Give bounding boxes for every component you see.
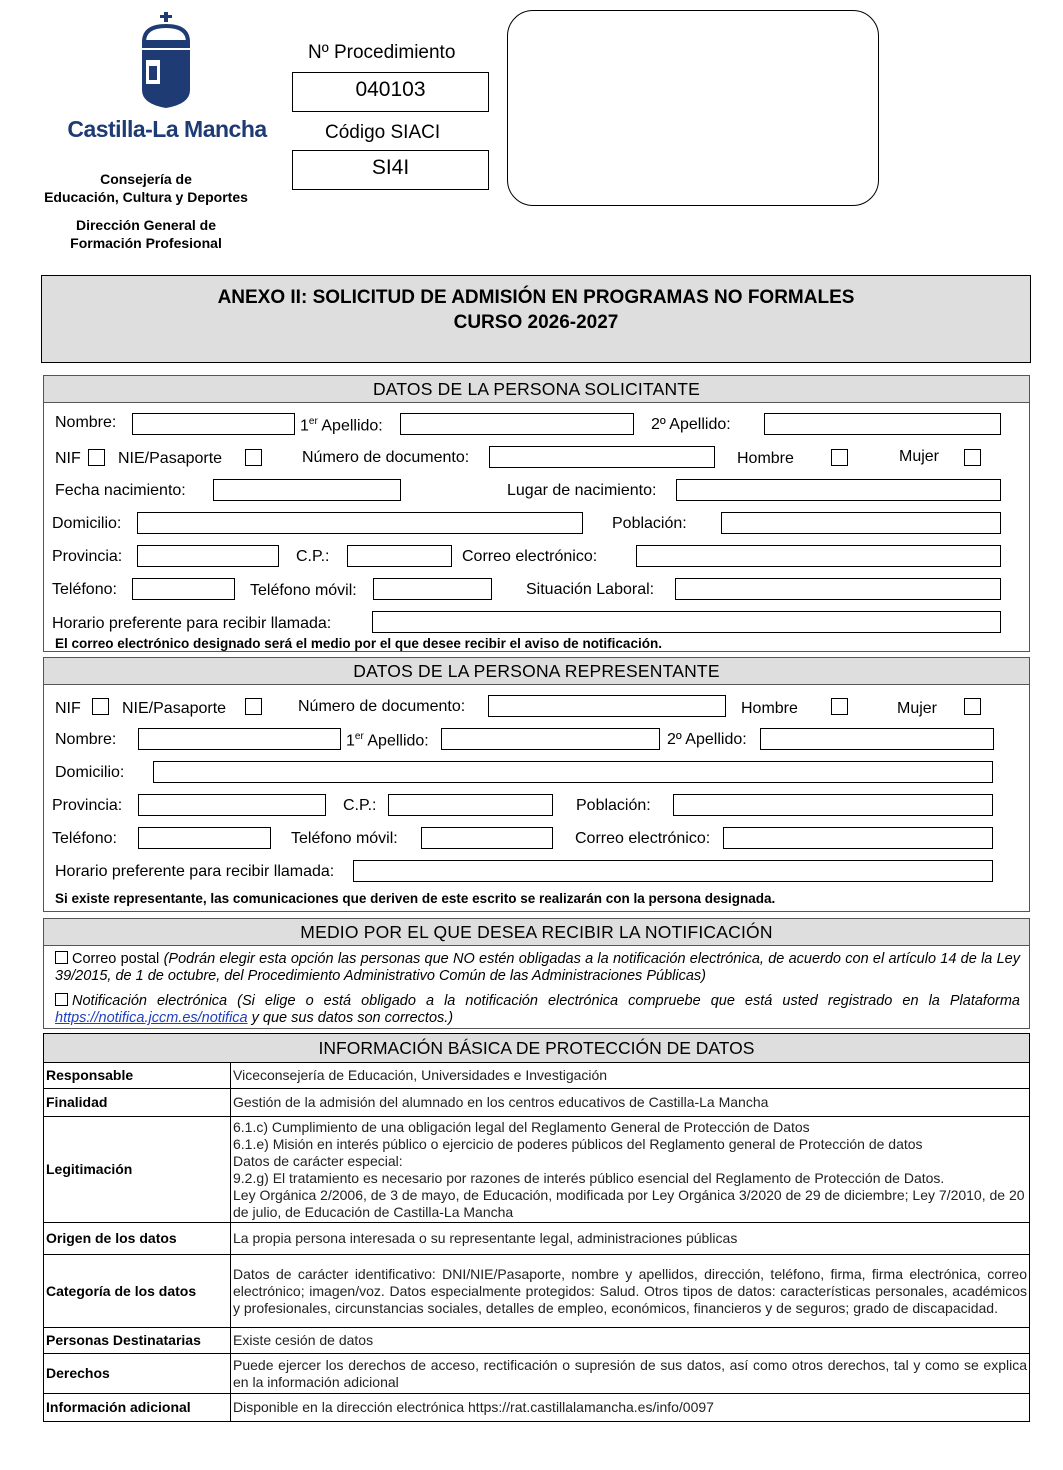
rep-movil-label: Teléfono móvil: xyxy=(291,830,398,847)
directorate xyxy=(30,216,262,252)
sol-lugar-input[interactable] xyxy=(676,479,1001,501)
rep-cp-input[interactable] xyxy=(388,794,553,816)
proteccion-row-key: Categoría de los datos xyxy=(44,1255,231,1328)
sol-telefono-input[interactable] xyxy=(132,578,235,600)
sol-nif-checkbox[interactable] xyxy=(88,449,105,466)
sol-poblacion-input[interactable] xyxy=(721,512,1001,534)
rep-poblacion-label: Población: xyxy=(576,797,651,814)
title-line-2: CURSO 2026-2027 xyxy=(453,312,619,333)
sol-ap1-post: Apellido: xyxy=(317,417,383,435)
sol-note: El correo electrónico designado será el medio por el que desee recibir el aviso de notificación. xyxy=(55,636,662,651)
proteccion-row-value: Viceconsejería de Educación, Universidades e Investigación xyxy=(231,1063,1030,1089)
rep-cp-label: C.P.: xyxy=(343,797,377,814)
proteccion-row xyxy=(44,1255,1030,1328)
sol-apellido2-input[interactable] xyxy=(764,413,1001,435)
sol-nombre-label: Nombre: xyxy=(55,414,117,431)
sol-lugar-label: Lugar de nacimiento: xyxy=(507,482,657,499)
rep-telefono-input[interactable] xyxy=(138,827,271,849)
rep-ap1-sup: er xyxy=(354,731,364,742)
rep-poblacion-input[interactable] xyxy=(673,794,993,816)
rep-apellido1-label xyxy=(346,731,429,750)
proteccion-row-value: Existe cesión de datos xyxy=(231,1328,1030,1354)
rep-nie-checkbox[interactable] xyxy=(245,698,262,715)
sol-movil-label: Teléfono móvil: xyxy=(250,582,357,599)
sol-nombre-input[interactable] xyxy=(132,413,295,435)
sol-apellido1-label xyxy=(300,416,383,435)
proteccion-row-value: 6.1.c) Cumplimiento de una obligación legal del Reglamento General de Protección de Datos 6.1.e) Misión en interés público o ejercicio de poderes públicos del Reglamento general de Protección de datos Datos de carácter especial: 9.2.g) El tratamiento es necesario por razones de interés público esencial del Reglamento de Protección de Datos. Ley Orgánica 2/2006, de 3 de mayo, de Educación, modificada por Ley Orgánica 3/2020 de 29 de diciembre; Ley 7/2010, de 20 de julio, de Educación de Castilla-La Mancha xyxy=(231,1117,1030,1223)
proc-value-box xyxy=(292,72,489,112)
sol-situacion-label: Situación Laboral: xyxy=(526,581,655,598)
rep-horario-label: Horario preferente para recibir llamada: xyxy=(55,863,335,880)
proteccion-row-value: Gestión de la admisión del alumnado en los centros educativos de Castilla-La Mancha xyxy=(231,1089,1030,1117)
rep-apellido2-label: 2º Apellido: xyxy=(667,731,747,748)
sol-ap1-pre: 1 xyxy=(300,417,309,435)
notif-postal-label: Correo postal xyxy=(72,951,160,967)
title-line-1: ANEXO II: SOLICITUD DE ADMISIÓN EN PROGRAMAS NO FORMALES xyxy=(217,287,855,308)
sol-horario-label: Horario preferente para recibir llamada: xyxy=(52,615,332,632)
siaci-value-box xyxy=(292,150,489,190)
proteccion-row xyxy=(44,1354,1030,1394)
proteccion-row-key: Personas Destinatarias xyxy=(44,1328,231,1354)
rep-note: Si existe representante, las comunicaciones que deriven de este escrito se realizarán con la persona designada. xyxy=(55,891,776,906)
notifica-link[interactable]: https://notifica.jccm.es/notifica xyxy=(55,1010,248,1026)
proc-label: Nº Procedimiento xyxy=(308,42,456,63)
department xyxy=(30,170,262,206)
sol-numdoc-label: Número de documento: xyxy=(302,449,470,466)
rep-correo-label: Correo electrónico: xyxy=(575,830,711,847)
proteccion-row xyxy=(44,1089,1030,1117)
proteccion-row-key: Origen de los datos xyxy=(44,1223,231,1255)
proteccion-row xyxy=(44,1394,1030,1422)
sol-provincia-input[interactable] xyxy=(137,545,279,567)
rep-correo-input[interactable] xyxy=(723,827,993,849)
rep-hombre-checkbox[interactable] xyxy=(831,698,848,715)
proteccion-row-key: Legitimación xyxy=(44,1117,231,1223)
sol-provincia-label: Provincia: xyxy=(52,548,123,565)
rep-movil-input[interactable] xyxy=(421,827,553,849)
notif-postal-note: (Podrán elegir esta opción las personas que NO estén obligadas a la notificación electrónica, de acuerdo con el artículo 14 de la Ley 39/2015, de 1 de octubre, del Procedimiento Administrativo Común de las Administraciones Públicas) xyxy=(55,951,1020,984)
dir-line-1: Dirección General de xyxy=(75,217,217,233)
rep-apellido1-input[interactable] xyxy=(441,728,660,750)
rep-nie-label: NIE/Pasaporte xyxy=(122,700,227,717)
rep-mujer-checkbox[interactable] xyxy=(964,698,981,715)
sol-telefono-label: Teléfono: xyxy=(52,581,117,598)
sol-correo-input[interactable] xyxy=(636,545,1001,567)
sol-nif-label: NIF xyxy=(55,450,81,467)
proteccion-heading: INFORMACIÓN BÁSICA DE PROTECCIÓN DE DATOS xyxy=(43,1033,1030,1062)
proteccion-row-value: Puede ejercer los derechos de acceso, rectificación o supresión de sus datos, así como otros derechos, tal y como se explica en la información adicional xyxy=(231,1354,1030,1394)
dept-line-2: Educación, Cultura y Deportes xyxy=(44,189,248,205)
proteccion-row-key: Responsable xyxy=(44,1063,231,1089)
sol-correo-label: Correo electrónico: xyxy=(462,548,598,565)
rep-horario-input[interactable] xyxy=(353,860,993,882)
notif-electronica-tail: y que sus datos son correctos.) xyxy=(251,1010,454,1026)
sol-ap1-sup: er xyxy=(308,416,318,427)
coat-of-arms-icon xyxy=(136,12,196,112)
sol-nie-label: NIE/Pasaporte xyxy=(118,450,223,467)
sol-domicilio-input[interactable] xyxy=(137,512,583,534)
rep-telefono-label: Teléfono: xyxy=(52,830,117,847)
rep-provincia-input[interactable] xyxy=(138,794,326,816)
dept-line-1: Consejería de xyxy=(100,171,192,187)
sol-fecha-input[interactable] xyxy=(213,479,401,501)
notif-postal-option xyxy=(55,951,1020,985)
proteccion-row-value: La propia persona interesada o su representante legal, administraciones públicas xyxy=(231,1223,1030,1255)
sol-fecha-label: Fecha nacimiento: xyxy=(55,482,186,499)
sol-numdoc-input[interactable] xyxy=(489,446,715,468)
sol-poblacion-label: Población: xyxy=(612,515,687,532)
proteccion-row-key: Derechos xyxy=(44,1354,231,1394)
proteccion-row-value: Datos de carácter identificativo: DNI/NIE/Pasaporte, nombre y apellidos, dirección, teléfono, firma, firma electrónica, correo electrónico; imagen/voz. Datos especialmente protegidos: Salud. Otros tipos de datos: características personales, académicos y profesionales, circunstancias sociales, detalles de empleo, económicos, financieros y de seguros; grado de discapacidad. xyxy=(231,1255,1030,1328)
sol-hombre-checkbox[interactable] xyxy=(831,449,848,466)
proteccion-row-key: Finalidad xyxy=(44,1089,231,1117)
sol-cp-label: C.P.: xyxy=(296,548,330,565)
proteccion-row xyxy=(44,1117,1030,1223)
notificacion-heading: MEDIO POR EL QUE DESEA RECIBIR LA NOTIFICACIÓN xyxy=(44,919,1029,946)
sol-movil-input[interactable] xyxy=(373,578,492,600)
sol-cp-input[interactable] xyxy=(347,545,452,567)
proteccion-table xyxy=(43,1062,1030,1422)
registry-stamp-box xyxy=(507,10,879,206)
notif-postal-checkbox[interactable] xyxy=(55,951,68,964)
sol-apellido1-input[interactable] xyxy=(400,413,634,435)
sol-nie-checkbox[interactable] xyxy=(245,449,262,466)
proteccion-row-key: Información adicional xyxy=(44,1394,231,1422)
notif-electronica-option xyxy=(55,993,1020,1027)
sol-apellido2-label: 2º Apellido: xyxy=(651,416,731,433)
rep-numdoc-input[interactable] xyxy=(488,695,726,717)
proteccion-row xyxy=(44,1328,1030,1354)
rep-hombre-label: Hombre xyxy=(741,700,798,717)
proteccion-row xyxy=(44,1063,1030,1089)
rep-nif-label: NIF xyxy=(55,700,81,717)
title-box xyxy=(41,275,1031,363)
siaci-value: SI4I xyxy=(371,156,410,179)
rep-apellido2-input[interactable] xyxy=(760,728,994,750)
rep-nombre-input[interactable] xyxy=(138,728,341,750)
proc-value: 040103 xyxy=(355,78,426,101)
rep-numdoc-label: Número de documento: xyxy=(298,698,466,715)
sol-hombre-label: Hombre xyxy=(737,450,794,467)
rep-ap1-pre: 1 xyxy=(346,732,355,750)
brand-name: Castilla-La Mancha xyxy=(67,116,267,142)
representante-heading: DATOS DE LA PERSONA REPRESENTANTE xyxy=(44,658,1029,685)
solicitante-heading: DATOS DE LA PERSONA SOLICITANTE xyxy=(44,376,1029,403)
proteccion-row xyxy=(44,1223,1030,1255)
rep-nif-checkbox[interactable] xyxy=(92,698,109,715)
rep-nombre-label: Nombre: xyxy=(55,731,117,748)
sol-situacion-input[interactable] xyxy=(675,578,1001,600)
rep-mujer-label: Mujer xyxy=(897,700,938,717)
notif-electronica-text: Notificación electrónica (Si elige o está obligado a la notificación electrónica compruebe que está usted registrado en la Plataforma xyxy=(72,993,1020,1009)
notif-electronica-checkbox[interactable] xyxy=(55,993,68,1006)
sol-domicilio-label: Domicilio: xyxy=(52,515,122,532)
sol-mujer-checkbox[interactable] xyxy=(964,449,981,466)
rep-domicilio-label: Domicilio: xyxy=(55,764,125,781)
rep-ap1-post: Apellido: xyxy=(363,732,429,750)
dir-line-2: Formación Profesional xyxy=(70,235,222,251)
rep-provincia-label: Provincia: xyxy=(52,797,123,814)
sol-horario-input[interactable] xyxy=(372,611,1001,633)
rep-domicilio-input[interactable] xyxy=(153,761,993,783)
siaci-label: Código SIACI xyxy=(325,122,441,143)
sol-mujer-label: Mujer xyxy=(899,448,940,465)
proteccion-row-value: Disponible en la dirección electrónica https://rat.castillalamancha.es/info/0097 xyxy=(231,1394,1030,1422)
